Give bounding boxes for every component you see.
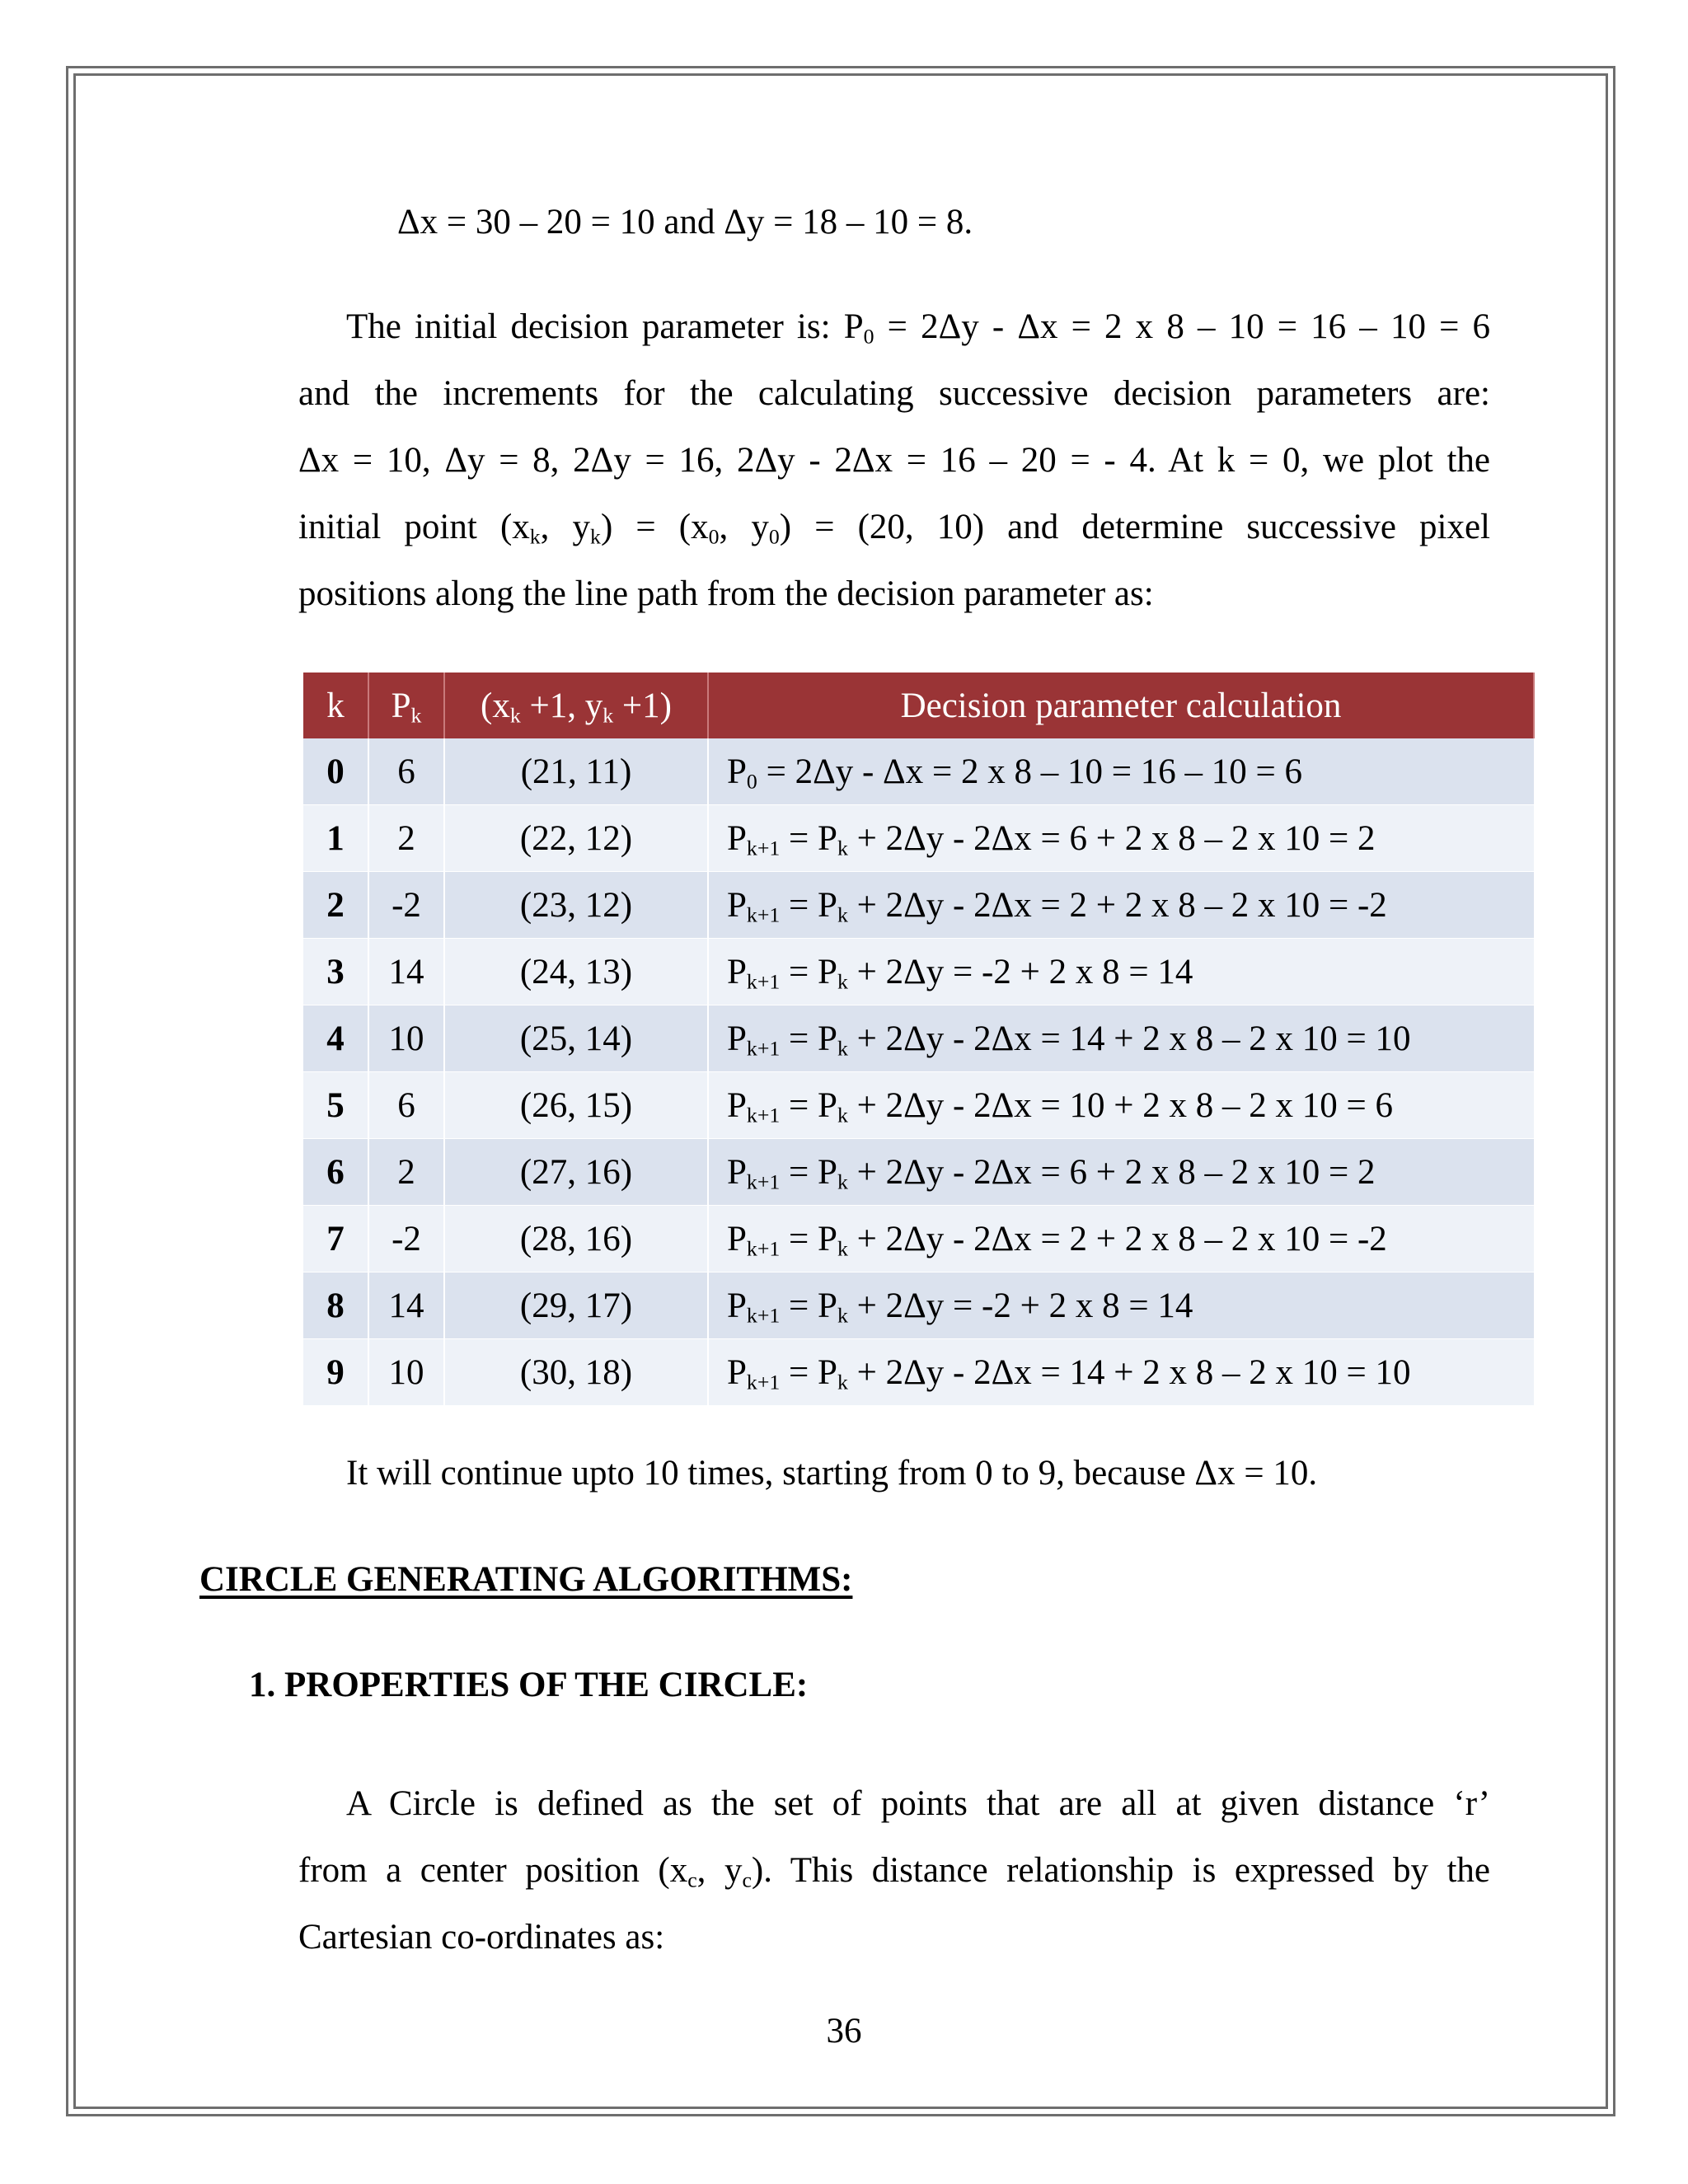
section-heading: CIRCLE GENERATING ALGORITHMS: xyxy=(199,1560,853,1599)
paragraph-2-line-1: A Circle is defined as the set of points that are all at given distance ‘r’ xyxy=(346,1784,1490,1823)
cell-k: 5 xyxy=(303,1072,368,1139)
header-next-point: ($x_k +1$, $y_k +1$) xyxy=(444,673,708,738)
paragraph-1-line-2: and the increments for the calculating successive decision parameters are: xyxy=(298,374,1490,413)
cell-calculation: $P_0 = 2\Delta y - \Delta x = 2$ x 8 – 10 = 16 – 10 = 6 xyxy=(708,738,1534,805)
paragraph-1-line-5: positions along the line path from the decision parameter as: xyxy=(298,574,1154,613)
header-pk: $P_k$ xyxy=(368,673,444,738)
cell-pk: 14 xyxy=(368,939,444,1005)
cell-calculation: $P_{k+1} = P_k + 2\Delta y - 2\Delta x = 14 + 2$ x 8 – 2 x 10 = 10 xyxy=(708,1005,1534,1072)
cell-pk: 6 xyxy=(368,738,444,805)
cell-calculation: $P_{k+1} = P_k + 2\Delta y - 2\Delta x = 2 + 2$ x 8 – 2 x 10 = -2 xyxy=(708,1206,1534,1272)
cell-pk: 10 xyxy=(368,1005,444,1072)
cell-calculation: $P_{k+1} = P_k + 2\Delta y - 2\Delta x = 14 + 2$ x 8 – 2 x 10 = 10 xyxy=(708,1339,1534,1406)
paragraph-1-line-1: The initial decision parameter is: $P_0 = 2\Delta y - \Delta x = 2$ x 8 – 10 = 16 – 10 = 6 xyxy=(346,307,1491,349)
paragraph-2-line-3: Cartesian co-ordinates as: xyxy=(298,1918,665,1957)
cell-k: 8 xyxy=(303,1272,368,1339)
table-row xyxy=(303,1206,1534,1272)
table-row xyxy=(303,872,1534,939)
page-number: 36 xyxy=(826,2012,862,2050)
table-row xyxy=(303,1139,1534,1206)
table-row xyxy=(303,1339,1534,1406)
cell-k: 0 xyxy=(303,738,368,805)
cell-next-point: (23, 12) xyxy=(444,872,708,939)
header-calculation: Decision parameter calculation xyxy=(708,673,1534,738)
cell-next-point: (26, 15) xyxy=(444,1072,708,1139)
cell-pk: 10 xyxy=(368,1339,444,1406)
table-row xyxy=(303,1272,1534,1339)
cell-calculation: $P_{k+1} = P_k + 2\Delta y - 2\Delta x = 2 + 2$ x 8 – 2 x 10 = -2 xyxy=(708,872,1534,939)
table-row xyxy=(303,738,1534,805)
cell-k: 2 xyxy=(303,872,368,939)
cell-calculation: $P_{k+1} = P_k + 2\Delta y = -2 + 2$ x 8 = 14 xyxy=(708,1272,1534,1339)
cell-next-point: (30, 18) xyxy=(444,1339,708,1406)
table-header-row xyxy=(303,673,1534,738)
cell-k: 4 xyxy=(303,1005,368,1072)
table-row xyxy=(303,1005,1534,1072)
cell-k: 3 xyxy=(303,939,368,1005)
cell-next-point: (28, 16) xyxy=(444,1206,708,1272)
cell-pk: -2 xyxy=(368,1206,444,1272)
paragraph-2-line-2: from a center position ($x_c$, $y_c$). This distance relationship is expressed by the xyxy=(298,1851,1491,1892)
cell-next-point: (27, 16) xyxy=(444,1139,708,1206)
cell-k: 7 xyxy=(303,1206,368,1272)
cell-k: 6 xyxy=(303,1139,368,1206)
cell-next-point: (21, 11) xyxy=(444,738,708,805)
table-row xyxy=(303,1072,1534,1139)
cell-calculation: $P_{k+1} = P_k + 2\Delta y - 2\Delta x = 6 + 2$ x 8 – 2 x 10 = 2 xyxy=(708,1139,1534,1206)
after-table-text: It will continue upto 10 times, starting from 0 to 9, because Δx = 10. xyxy=(346,1454,1318,1493)
cell-next-point: (25, 14) xyxy=(444,1005,708,1072)
subsection-heading: 1. PROPERTIES OF THE CIRCLE: xyxy=(249,1666,809,1704)
cell-pk: 2 xyxy=(368,805,444,872)
intro-equation: Δx = 30 – 20 = 10 and Δy = 18 – 10 = 8. xyxy=(397,203,973,241)
cell-next-point: (22, 12) xyxy=(444,805,708,872)
table-body xyxy=(303,738,1534,1406)
header-k: k xyxy=(303,673,368,738)
paragraph-1-line-4: initial point ($x_k$, $y_k) = (x_0$, $y_0) = (20$, 10) and determine successive pixel xyxy=(298,508,1491,549)
table-row xyxy=(303,805,1534,872)
cell-next-point: (24, 13) xyxy=(444,939,708,1005)
cell-calculation: $P_{k+1} = P_k + 2\Delta y = -2 + 2$ x 8 = 14 xyxy=(708,939,1534,1005)
cell-pk: 6 xyxy=(368,1072,444,1139)
cell-pk: 2 xyxy=(368,1139,444,1206)
decision-parameter-table xyxy=(303,673,1535,1406)
cell-k: 1 xyxy=(303,805,368,872)
cell-pk: 14 xyxy=(368,1272,444,1339)
cell-next-point: (29, 17) xyxy=(444,1272,708,1339)
cell-calculation: $P_{k+1} = P_k + 2\Delta y - 2\Delta x = 6 + 2$ x 8 – 2 x 10 = 2 xyxy=(708,805,1534,872)
paragraph-1-line-3: Δx = 10, Δy = 8, 2Δy = 16, 2Δy - 2Δx = 16 – 20 = - 4. At k = 0, we plot the xyxy=(298,441,1490,480)
cell-k: 9 xyxy=(303,1339,368,1406)
cell-calculation: $P_{k+1} = P_k + 2\Delta y - 2\Delta x = 10 + 2$ x 8 – 2 x 10 = 6 xyxy=(708,1072,1534,1139)
table-row xyxy=(303,939,1534,1005)
cell-pk: -2 xyxy=(368,872,444,939)
